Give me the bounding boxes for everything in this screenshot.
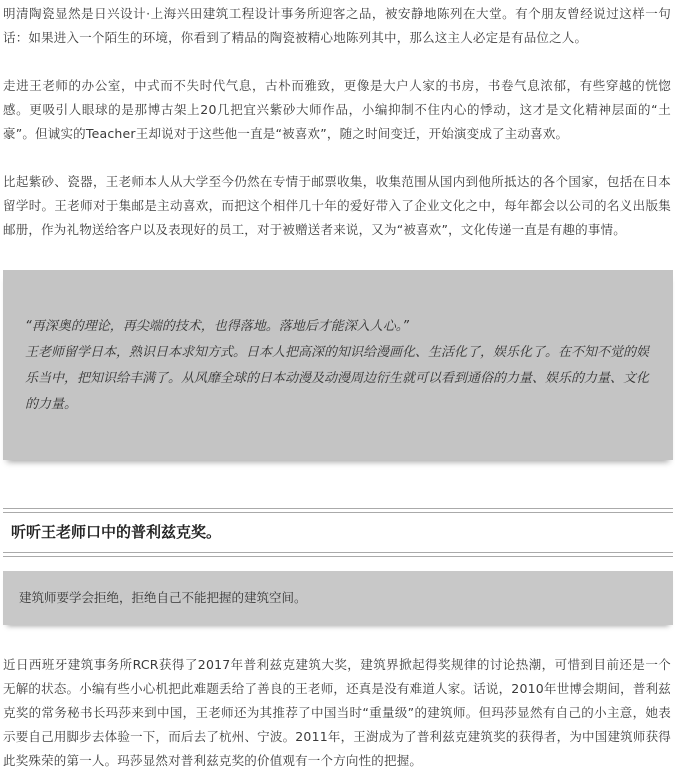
callout-text: 建筑师要学会拒绝，拒绝自己不能把握的建筑空间。: [19, 590, 307, 605]
intro-paragraph: 明清陶瓷显然是日兴设计·上海兴田建筑工程设计事务所迎客之品，被安静地陈列在大堂。有个朋友曾经说过这样一句话：如果进入一个陌生的环境，你看到了精品的陶瓷被精心地陈列其中，那么这主人必定是有品位之人。: [3, 6, 671, 45]
section-heading: 听听王老师口中的普利兹克奖。: [11, 523, 222, 541]
quote-line: “再深奥的理论，再尖端的技术，也得落地。落地后才能深入人心。”: [25, 319, 409, 334]
quote-body: 王老师留学日本，熟识日本求知方式。日本人把高深的知识给漫画化、生活化了，娱乐化了。在不知不觉的娱乐当中，把知识给丰满了。从风靡全球的日本动漫及动漫周边衍生就可以看到通俗的力量、娱乐的力量、文化的力量。: [25, 345, 650, 412]
heading-bottom-rule: [3, 552, 673, 553]
quote-text: [25, 314, 655, 418]
stamp-collection-paragraph: 比起紫砂、瓷器，王老师本人从大学至今仍然在专情于邮票收集，收集范围从国内到他所抵达的各个国家，包括在日本留学时。王老师对于集邮是主动喜欢，而把这个相伴几十年的爱好带入了企业文化之中，每年都会以公司的名义出版集邮册，作为礼物送给客户以及表现好的员工，对于被赠送者来说，又为“被喜欢”，文化传递一直是有趣的事情。: [3, 174, 671, 237]
callout-block: [3, 571, 673, 625]
heading-top-rule-inner: [3, 512, 673, 513]
heading-bottom-rule-inner: [3, 556, 673, 557]
office-paragraph: 走进王老师的办公室，中式而不失时代气息，古朴而雅致，更像是大户人家的书房，书卷气息浓郁，有些穿越的恍惚感。更吸引人眼球的是那博古架上20几把宜兴紫砂大师作品，小编抑制不住内心的悸动，这才是文化精神层面的“土豪”。但诚实的Teacher王却说对于这些他一直是“被喜欢”，随之时间变迁，开始演变成了主动喜欢。: [3, 78, 671, 141]
pritzker-paragraph: 近日西班牙建筑事务所RCR获得了2017年普利兹克建筑大奖，建筑界掀起得奖规律的讨论热潮，可惜到目前还是一个无解的状态。小编有些小心机把此难题丢给了善良的王老师，还真是没有难道人家。话说，2010年世博会期间，普利兹克奖的常务秘书长玛莎来到中国，王老师还为其推荐了中国当时“重量级”的建筑师。但玛莎显然有自己的小主意，她表示要自己用脚步去体验一下，而后去了杭州、宁波。2011年，王澍成为了普利兹克建筑奖的获得者，为中国建筑师获得此奖殊荣的第一人。玛莎显然对普利兹克奖的价值观有一个方向性的把握。: [3, 657, 671, 768]
heading-top-rule: [3, 508, 673, 509]
quote-block: [3, 270, 673, 460]
